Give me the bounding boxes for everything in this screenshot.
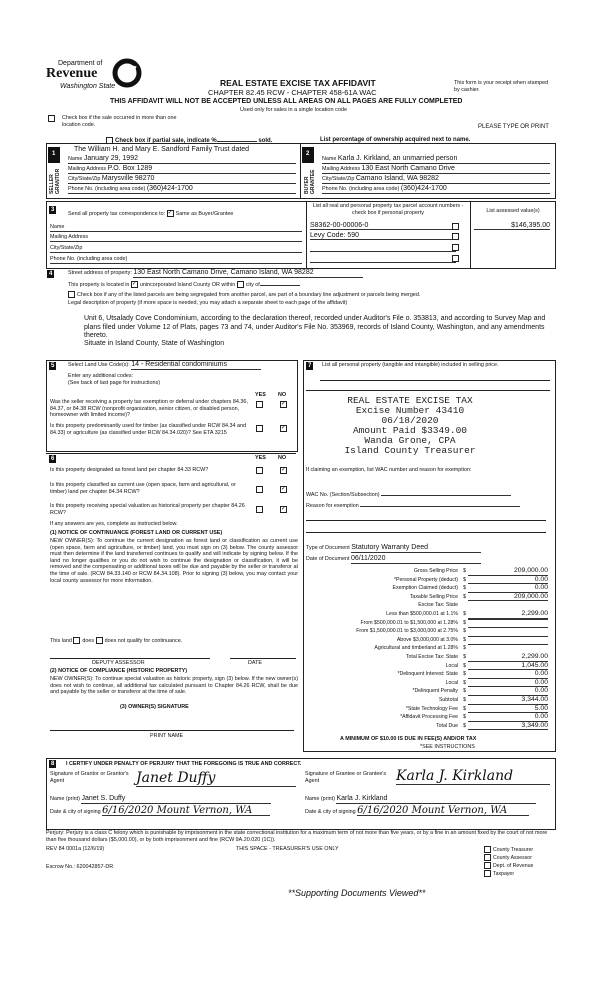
seller-phone[interactable]: (360)424-1700 [146, 185, 193, 192]
calc-value[interactable]: 1,045.00 [468, 662, 548, 671]
calc-label: *Affidavit Processing Fee [400, 714, 458, 721]
calc-label: Exemption Claimed (deduct) [392, 585, 458, 592]
s6-q3-no[interactable] [280, 506, 287, 513]
doc-type[interactable]: Statutory Warranty Deed [351, 545, 481, 553]
calc-value[interactable] [468, 619, 548, 620]
section3-num: 3 [51, 207, 55, 213]
calc-row [306, 713, 550, 722]
assessed-header: List assessed value(s) [486, 208, 540, 214]
dor-state-line: Washington State [60, 83, 116, 90]
buyer-city-row: City/State/Zip Camano Island, WA 98282 [322, 176, 550, 184]
calc-value[interactable]: 209,000.00 [468, 567, 548, 576]
s6-q1-no[interactable] [280, 467, 287, 474]
calc-value[interactable]: 0.00 [468, 670, 548, 679]
grantee-sig-label: Signature of Grantee or Grantee's Agent [305, 771, 387, 784]
see-instructions: *SEE INSTRUCTIONS [420, 744, 475, 750]
dor-revenue-word: Revenue [46, 66, 98, 81]
calc-value[interactable]: 0.00 [468, 576, 548, 585]
warning-line: THIS AFFIDAVIT WILL NOT BE ACCEPTED UNLESS ALL AREAS ON ALL PAGES ARE FULLY COMPLETED [110, 98, 463, 105]
stamp-line5: Wanda Grone, CPA [364, 435, 456, 446]
exemption-label: If claiming an exemption, list WAC number and reason for exemption: [306, 467, 472, 473]
s5-yes-header: YES [255, 392, 266, 398]
calc-label: Excise Tax: State [418, 602, 458, 609]
multi-location-checkbox[interactable] [48, 115, 55, 122]
s3-city-row: City/State/Zip [50, 245, 302, 253]
calc-row [306, 722, 550, 731]
qualify-row: This land does does not qualify for continuance. [50, 637, 183, 644]
calc-value[interactable]: 3,349.00 [468, 722, 548, 731]
reason-row: Reason for exemption [306, 503, 546, 510]
print-name-label: PRINT NAME [150, 733, 184, 739]
levy-code[interactable]: Levy Code: 590 [310, 232, 456, 240]
s6-q3-yes[interactable] [256, 506, 263, 513]
notice2-text: NEW OWNER(S): To continue special valuation as historic property, sign (3) below. If the new owner(s) does not wish to continue, all additional tax calculated pursuant to Chapter 84.26 RCW, shall be due and payable by the seller or transferor at the time of sale. [50, 676, 298, 696]
copy-checkbox[interactable] [484, 862, 491, 869]
personal-property-label: List all personal property (tangible and intangible) included in selling price. [322, 362, 499, 368]
calc-label: *Delinquent Interest: State [397, 671, 458, 678]
s6-no-header: NO [278, 455, 287, 461]
ownership-note: List percentage of ownership acquired next to name. [320, 137, 471, 143]
stamp-line3: 06/18/2020 [381, 415, 439, 426]
calc-label: *State Technology Fee [405, 705, 458, 712]
unincorporated-checkbox[interactable] [131, 281, 138, 288]
doc-date-row: Date of Document 06/11/2020 [306, 556, 481, 564]
deputy-assessor-label: DEPUTY ASSESSOR [92, 660, 145, 666]
legal-label: Legal description of property (if more space is needed, you may attach a separate sheet to each page of the affidavit) [68, 300, 348, 306]
calc-value[interactable]: 3,344.00 [468, 696, 548, 705]
calc-label: Gross Selling Price [413, 568, 458, 574]
seller-trust-line: The William H. and Mary E. Sandford Family Trust dated [74, 146, 250, 153]
s3-phone-row: Phone No. (including area code) [50, 256, 302, 264]
calc-row [306, 636, 550, 645]
same-as-buyer-checkbox[interactable] [167, 210, 174, 217]
parcel-blank-4 [310, 255, 456, 263]
grantee-name-row: Name (print) Karla J. Kirkland [305, 796, 536, 804]
segregated-row: Check box if any of the listed parcels are being segregated from another parcel, are part of a boundary line adjustment or parcels being merged. [68, 291, 420, 298]
seller-name[interactable]: January 29, 1992 [83, 155, 138, 162]
s6-q3: Is this property receiving special valuation as historical property per chapter 84.26 RCW? [50, 503, 245, 516]
s6-yes-header: YES [255, 455, 266, 461]
s5-q2-yes[interactable] [256, 425, 263, 432]
calc-row [306, 670, 550, 679]
buyer-num: 2 [306, 151, 310, 157]
s3-mailing-row: Mailing Address [50, 234, 302, 242]
used-only-line: Used only for sales in a single location code [240, 107, 348, 113]
notice1-title: (1) NOTICE OF CONTINUANCE (FOREST LAND OR CURRENT USE) [50, 530, 223, 536]
see-back: (See back of last page for instructions) [68, 380, 160, 386]
s6-q1: Is this property designated as forest land per chapter 84.33 RCW? [50, 467, 209, 473]
calc-label: Taxable Selling Price [409, 593, 458, 600]
calc-value[interactable]: 2,299.00 [468, 610, 548, 619]
dor-swirl-icon [112, 58, 142, 88]
stamp-line2: Excise Number 43410 [355, 405, 465, 416]
calc-label: Above $3,000,000 at 3.0% [396, 636, 458, 643]
situate-line[interactable]: Situate in Island County, State of Washington [84, 340, 225, 347]
parcel-header: List all real and personal property tax parcel account numbers - check box if personal property [312, 203, 464, 216]
calc-value[interactable]: 0.00 [468, 687, 548, 696]
calc-dollar: $ [463, 662, 466, 669]
copy-checkbox[interactable] [484, 870, 491, 877]
escrow-number: Escrow No.: 620042857-DR [46, 864, 114, 870]
calc-label: Total Excise Tax: State [405, 653, 458, 660]
calc-label: *Personal Property (deduct) [393, 576, 458, 583]
excise-tax-stamp [320, 396, 500, 456]
calc-row [306, 567, 550, 576]
copy-item: Taxpayer [484, 870, 533, 878]
located-row: This property is located in ✓ unincorporated Island County OR within city of [68, 281, 300, 288]
calc-row [306, 584, 550, 593]
stamp-line6: Island County Treasurer [344, 445, 476, 456]
stamp-line1: REAL ESTATE EXCISE TAX [347, 395, 473, 406]
s5-q2-no[interactable] [280, 425, 287, 432]
copy-item: County Treasurer [484, 846, 533, 854]
form-chapter: CHAPTER 82.45 RCW - CHAPTER 458-61A WAC [208, 88, 377, 97]
street-address[interactable]: 130 East North Camano Drive, Camano Island, WA 98282 [133, 270, 363, 278]
grantor-name-row: Name (print) Janet S. Duffy [50, 796, 271, 804]
calc-label: Local [445, 662, 458, 669]
calc-label: Subtotal [438, 696, 458, 703]
calc-dollar: $ [463, 653, 466, 660]
stamp-line4: Amount Paid $3349.00 [352, 425, 468, 436]
s6-q2: Is this property classified as current use (open space, farm and agricultural, or timber) land per chapter 84.34 RCW? [50, 482, 236, 495]
please-type: PLEASE TYPE OR PRINT [478, 124, 549, 130]
copy-item: Dept. of Revenue [484, 862, 533, 870]
doc-date[interactable]: 06/11/2020 [351, 556, 481, 564]
grantor-date-city[interactable]: 6/16/2020 Mount Vernon, WA [102, 808, 270, 816]
calc-dollar: $ [463, 576, 466, 583]
doc-type-row: Type of Document Statutory Warranty Deed [306, 545, 481, 553]
calc-label: From $1,500,000.01 to $3,000,000 at 2.75% [356, 628, 458, 635]
calc-dollar: $ [463, 585, 466, 592]
calc-row [306, 610, 550, 619]
calc-value[interactable] [468, 644, 548, 645]
calc-label: Agricultural and timberland at 1.28% [374, 645, 458, 652]
calc-dollar: $ [463, 714, 466, 721]
calc-dollar: $ [463, 619, 466, 626]
s6-q2-no[interactable] [280, 486, 287, 493]
qualify-does-checkbox[interactable] [73, 637, 80, 644]
s6-q2-yes[interactable] [256, 486, 263, 493]
buyer-mailing[interactable]: 130 East North Camano Drive [361, 165, 455, 172]
section6-num: 6 [51, 456, 55, 462]
seller-city-row: City/State/Zip Marysville 98270 [68, 176, 296, 184]
perjury-note: Perjury: Perjury is a class C felony which is punishable by imprisonment in the state correctional institution for a maximum term of not more than five years, or by a fine in an amount fixed by the court of not more than five thousand dollars ($5,000.00), or by both imprisonment and fine (RCW 9A.20.020 (1C)). [46, 830, 548, 843]
minimum-fee-note: A MINIMUM OF $10.00 IS DUE IN FEE(S) AND/OR TAX [340, 736, 477, 742]
calc-value[interactable]: 5.00 [468, 705, 548, 714]
calc-value[interactable] [468, 627, 548, 628]
supporting-docs: **Supporting Documents Viewed** [288, 888, 426, 898]
receipt-note: This form is your receipt when stamped by cashier. [454, 80, 549, 93]
calc-dollar: $ [463, 671, 466, 678]
calc-row [306, 593, 550, 602]
calc-row [306, 601, 550, 610]
s5-q1: Was the seller receiving a property tax exemption or deferral under chapters 84.36, 84.37, or 84.38 RCW (nonprofit organization, senior citizen, or disabled person, homeowner with limited income)? [50, 399, 248, 418]
dor-dept-line: Department of [58, 60, 103, 67]
buyer-phone-row: Phone No. (including area code) (360)424-1700 [322, 186, 550, 194]
buyer-name-row: Name Karla J. Kirkland, an unmarried person [322, 156, 550, 164]
buyer-phone[interactable]: (360)424-1700 [400, 185, 447, 192]
copy-item: County Assessor [484, 854, 533, 862]
calc-row [306, 687, 550, 696]
calc-dollar: $ [463, 722, 466, 729]
calc-label: *Delinquent Penalty [412, 688, 458, 695]
grantee-date-city[interactable]: 6/16/2020 Mount Vernon, WA [357, 808, 529, 816]
calc-dollar: $ [463, 610, 466, 617]
parcel-blank-3 [310, 244, 456, 252]
s5-no-header: NO [278, 392, 287, 398]
assessor-date-label: DATE [248, 660, 262, 666]
if-any-yes: If any answers are yes, complete as instructed below. [50, 521, 178, 527]
seller-city[interactable]: Marysville 98270 [101, 175, 155, 182]
parcel-number[interactable]: S8362-00-00006-0 [310, 222, 456, 230]
form-title: REAL ESTATE EXCISE TAX AFFIDAVIT [220, 78, 376, 88]
grantee-date-city-row: Date & city of signing 6/16/2020 Mount Vernon, WA [305, 808, 529, 816]
s6-q1-yes[interactable] [256, 467, 263, 474]
parcel-personal-checkbox-1[interactable] [452, 223, 459, 230]
land-use-row: Select Land Use Code(s): 14 - Residential condominiums [68, 362, 261, 370]
certify-line: I CERTIFY UNDER PENALTY OF PERJURY THAT THE FOREGOING IS TRUE AND CORRECT. [66, 761, 302, 767]
street-row: Street address of property: 130 East North Camano Drive, Camano Island, WA 98282 [68, 270, 363, 278]
grantor-signature[interactable]: Janet Duffy [136, 770, 296, 787]
rev-number: REV 84 0001a (12/6/19) [46, 846, 105, 852]
copy-distribution [484, 846, 533, 878]
owners-signature-label: (3) OWNER(S) SIGNATURE [120, 704, 189, 710]
section4-num: 4 [49, 271, 53, 277]
assessed-value[interactable]: $146,395.00 [474, 222, 550, 230]
seller-mailing[interactable]: P.O. Box 1289 [107, 165, 153, 172]
tax-calculation [306, 567, 550, 730]
multi-location: Check box if the sale occurred in more than one location code. [48, 115, 188, 128]
calc-dollar: $ [463, 679, 466, 686]
calc-dollar: $ [463, 628, 466, 635]
calc-value[interactable]: 0.00 [468, 679, 548, 688]
s5-q1-no[interactable] [280, 401, 287, 408]
grantor-name[interactable]: Janet S. Duffy [81, 796, 271, 804]
calc-row [306, 619, 550, 628]
grantee-signature[interactable]: Karla J. Kirkland [396, 768, 550, 785]
notice2-title: (2) NOTICE OF COMPLIANCE (HISTORIC PROPERTY) [50, 668, 188, 674]
qualify-does-not-checkbox[interactable] [96, 637, 103, 644]
seller-side-label: SELLER GRANTOR [49, 168, 61, 194]
seller-phone-row: Phone No. (including area code) (360)424-1700 [68, 186, 296, 194]
calc-label: From $500,000.01 to $1,500,000 at 1.28% [360, 619, 458, 626]
legal-description[interactable]: Unit 6, Utsalady Cove Condominium, according to the declaration thereof, recorded under Auditor's File o. 353813, and according to Survey Map and plans filed under Volume 12 of Plats, pages 73 and 74, under Auditor's File No. 353969, records of Island County, Washington, and any amendments thereto. [84, 315, 546, 339]
calc-row [306, 644, 550, 653]
s5-q1-yes[interactable] [256, 401, 263, 408]
grantee-name[interactable]: Karla J. Kirkland [336, 796, 536, 804]
calc-row [306, 705, 550, 714]
notice1-text: NEW OWNER(S): To continue the current designation as forest land or classification as current use (open space, farm and agriculture, or timber) land, you must sign on (3) below. The county assessor must then determine if the land transferred continues to qualify and will indicate by signing below. If the land no longer qualifies or you do not wish to continue the designation or classification, it will be removed and the compensating or additional taxes will be due and payable by the seller or transferor at the time of sale. (RCW 84.33.140 or RCW 84.34.108). Prior to signing (3) below, you may contact your local county assessor for more information. [50, 538, 298, 584]
calc-dollar: $ [463, 645, 466, 652]
calc-value[interactable]: 2,299.00 [468, 653, 548, 662]
treasurer-use: THIS SPACE - TREASURER'S USE ONLY [236, 846, 339, 852]
seller-mailing-row: Mailing Address P.O. Box 1289 [68, 166, 296, 174]
s3-name-row: Name [50, 224, 302, 232]
calc-dollar: $ [463, 688, 466, 695]
seller-num: 1 [52, 151, 56, 157]
calc-value[interactable]: 209,000.00 [468, 593, 548, 602]
s5-q2: Is this property predominantly used for timber (as classified under RCW 84.34 and 84.33) or agriculture (as classified under RCW 84.34.020)? See ETA 3215 [50, 423, 246, 436]
calc-row [306, 653, 550, 662]
parcel-personal-checkbox-3[interactable] [452, 244, 459, 251]
parcel-personal-checkbox-4[interactable] [452, 255, 459, 262]
calc-dollar: $ [463, 593, 466, 600]
calc-dollar: $ [463, 705, 466, 712]
calc-row [306, 576, 550, 585]
calc-row [306, 627, 550, 636]
land-use-code[interactable]: 14 - Residential condominiums [131, 362, 261, 370]
buyer-mailing-row: Mailing Address 130 East North Camano Drive [322, 166, 550, 174]
calc-label: Total Due [436, 722, 458, 729]
calc-row [306, 696, 550, 705]
segregated-checkbox[interactable] [68, 291, 75, 298]
calc-value[interactable]: 0.00 [468, 713, 548, 722]
section7-num: 7 [308, 363, 312, 369]
grantor-sig-label: Signature of Grantor or Grantor's Agent [50, 771, 129, 784]
buyer-side-label: BUYER GRANTEE [304, 169, 316, 194]
calc-value[interactable] [468, 636, 548, 637]
section8-num: 8 [51, 761, 55, 767]
calc-row [306, 679, 550, 688]
wac-row: WAC No. (Section/Subsection) [306, 492, 546, 499]
calc-dollar: $ [463, 696, 466, 703]
additional-codes: Enter any additional codes: [68, 373, 134, 379]
calc-value[interactable]: 0.00 [468, 584, 548, 593]
calc-label: Local [445, 679, 458, 686]
calc-row [306, 662, 550, 671]
section5-num: 5 [51, 363, 55, 369]
calc-dollar: $ [463, 636, 466, 643]
partial-sale: Check box if partial sale, indicate % sold. [106, 137, 272, 144]
send-correspondence: Send all property tax correspondence to: ✓ Same as Buyer/Grantee [68, 210, 233, 217]
grantor-date-city-row: Date & city of signing 6/16/2020 Mount Vernon, WA [50, 808, 270, 816]
calc-dollar: $ [463, 568, 466, 574]
parcel-personal-checkbox-2[interactable] [452, 233, 459, 240]
dor-logo [46, 58, 146, 98]
buyer-city[interactable]: Camano Island, WA 98282 [355, 175, 439, 182]
copy-checkbox[interactable] [484, 846, 491, 853]
buyer-name[interactable]: Karla J. Kirkland, an unmarried person [337, 155, 458, 162]
seller-name-row: Name January 29, 1992 [68, 156, 296, 164]
calc-label: Less than $500,000.01 at 1.1% [386, 610, 458, 617]
copy-checkbox[interactable] [484, 854, 491, 861]
city-of-checkbox[interactable] [237, 281, 244, 288]
